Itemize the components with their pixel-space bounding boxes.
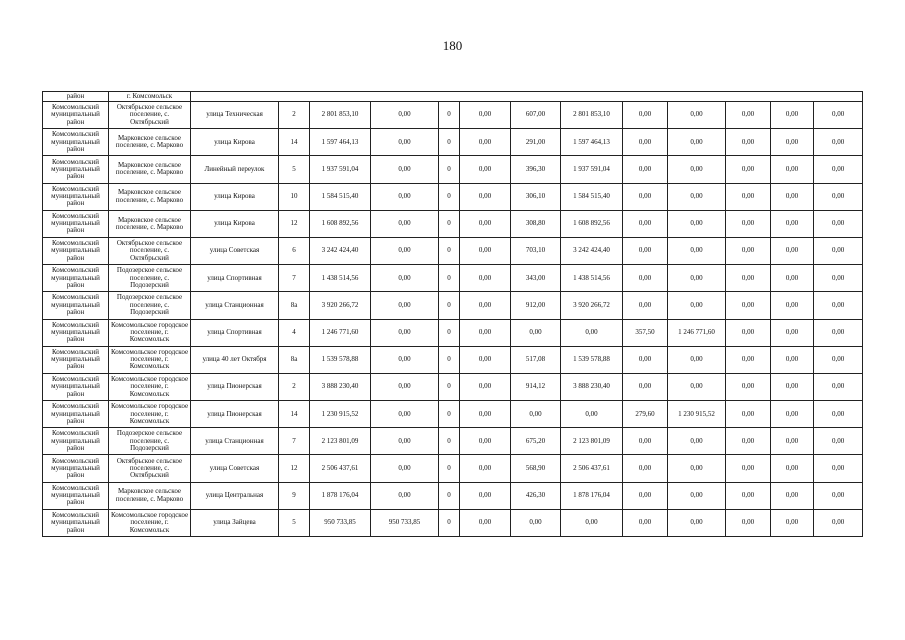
table-cell: 1 230 915,52	[310, 401, 371, 428]
table-cell: 0,00	[814, 183, 863, 210]
table-cell: 0,00	[726, 210, 771, 237]
table-cell: 0,00	[623, 292, 668, 319]
table-cell: 0,00	[460, 428, 511, 455]
table-cell: 0,00	[371, 292, 439, 319]
table-cell: 0,00	[771, 319, 814, 346]
table-cell: 1 937 591,04	[310, 156, 371, 183]
table-cell: улица Спортивная	[191, 319, 279, 346]
table-cell: Октябрьское сельское поселение, с. Октябрьский	[109, 102, 191, 129]
table-cell: 950 733,85	[371, 509, 439, 536]
table-cell: Комсомольский муниципальный район	[43, 509, 109, 536]
table-cell: Октябрьское сельское поселение, с. Октябрьский	[109, 237, 191, 264]
table-cell: 0,00	[371, 183, 439, 210]
table-cell: Комсомольское городское поселение, г. Комсомольск	[109, 373, 191, 400]
table-cell: 0,00	[814, 129, 863, 156]
table-cell: улица Кирова	[191, 183, 279, 210]
table-cell: Комсомольский муниципальный район	[43, 292, 109, 319]
table-cell: 0,00	[623, 373, 668, 400]
table-cell: 1 246 771,60	[668, 319, 726, 346]
table-cell: Линейный переулок	[191, 156, 279, 183]
table-cell: 0,00	[668, 156, 726, 183]
table-cell: Комсомольское городское поселение, г. Комсомольск	[109, 509, 191, 536]
table-cell: 0,00	[623, 482, 668, 509]
table-cell: улица Кирова	[191, 129, 279, 156]
table-cell: улица Советская	[191, 237, 279, 264]
table-cell: 0	[439, 292, 460, 319]
table-cell: 0,00	[814, 373, 863, 400]
table-cell: 0,00	[771, 156, 814, 183]
table-cell: 0,00	[460, 482, 511, 509]
table-cell: г. Комсомольск	[109, 92, 191, 102]
table-cell: улица Советская	[191, 455, 279, 482]
table-row	[43, 482, 863, 509]
table-cell: 1 539 578,88	[310, 346, 371, 373]
table-cell: 0	[439, 455, 460, 482]
table-cell: 0,00	[814, 509, 863, 536]
table-cell: 0,00	[371, 346, 439, 373]
table-cell: 0,00	[668, 292, 726, 319]
table-cell	[191, 92, 863, 102]
table-cell: 0,00	[371, 428, 439, 455]
table-row	[43, 265, 863, 292]
table-cell: 5	[279, 509, 310, 536]
table-cell: 0,00	[771, 482, 814, 509]
table-cell: 0,00	[726, 156, 771, 183]
table-cell: 0,00	[371, 210, 439, 237]
table-cell: Комсомольское городское поселение, г. Комсомольск	[109, 401, 191, 428]
table-cell: Комсомольский муниципальный район	[43, 265, 109, 292]
table-cell: 2 123 801,09	[561, 428, 623, 455]
table-cell: улица Кирова	[191, 210, 279, 237]
table-cell: Комсомольский муниципальный район	[43, 210, 109, 237]
data-table	[42, 91, 863, 537]
table-cell: 2 801 853,10	[561, 102, 623, 129]
table-cell: 0,00	[771, 455, 814, 482]
table-row	[43, 319, 863, 346]
table-cell: 0,00	[726, 183, 771, 210]
table-cell: 0,00	[771, 183, 814, 210]
table-cell: 3 920 266,72	[310, 292, 371, 319]
table-cell: 357,50	[623, 319, 668, 346]
table-cell: 0,00	[460, 292, 511, 319]
table-row	[43, 102, 863, 129]
table-cell: 0	[439, 373, 460, 400]
table-cell: 1 878 176,04	[310, 482, 371, 509]
table-cell: 0,00	[814, 102, 863, 129]
table-cell: 0	[439, 346, 460, 373]
table-cell: 2 801 853,10	[310, 102, 371, 129]
table-cell: 0,00	[623, 509, 668, 536]
table-cell: 0,00	[668, 265, 726, 292]
table-cell: 703,10	[511, 237, 561, 264]
table-cell: 0,00	[668, 373, 726, 400]
table-cell: 0,00	[623, 102, 668, 129]
table-cell: 912,00	[511, 292, 561, 319]
table-cell: 0,00	[814, 319, 863, 346]
table-cell: 0,00	[726, 102, 771, 129]
table-cell: 279,60	[623, 401, 668, 428]
table-cell: 0,00	[371, 265, 439, 292]
table-cell: 0,00	[371, 373, 439, 400]
table-body	[43, 92, 863, 537]
table-cell: 1 230 915,52	[668, 401, 726, 428]
table-cell: 12	[279, 455, 310, 482]
table-cell: 0,00	[561, 509, 623, 536]
table-cell: 1 597 464,13	[310, 129, 371, 156]
page-number: 180	[442, 38, 463, 53]
table-cell: 1 937 591,04	[561, 156, 623, 183]
table-cell: 308,80	[511, 210, 561, 237]
table-cell: 0	[439, 482, 460, 509]
table-cell: 14	[279, 401, 310, 428]
table-cell: Комсомольский муниципальный район	[43, 482, 109, 509]
table-cell: Комсомольский муниципальный район	[43, 183, 109, 210]
table-cell: Марковское сельское поселение, с. Марково	[109, 183, 191, 210]
table-cell: 306,10	[511, 183, 561, 210]
table-cell: 0,00	[668, 455, 726, 482]
table-cell: 0,00	[814, 156, 863, 183]
table-row-continuation	[43, 92, 863, 102]
table-cell: Комсомольский муниципальный район	[43, 129, 109, 156]
table-cell: Комсомольский муниципальный район	[43, 455, 109, 482]
table-cell: 0,00	[561, 319, 623, 346]
table-cell: 4	[279, 319, 310, 346]
table-cell: Комсомольский муниципальный район	[43, 373, 109, 400]
table-cell: 0,00	[460, 265, 511, 292]
table-cell: 0,00	[726, 455, 771, 482]
table-cell: 0,00	[371, 156, 439, 183]
table-cell: 0,00	[371, 401, 439, 428]
table-cell: 3 888 230,40	[310, 373, 371, 400]
table-cell: 1 539 578,88	[561, 346, 623, 373]
table-cell: Комсомольский муниципальный район	[43, 237, 109, 264]
table-cell: 0,00	[771, 292, 814, 319]
table-cell: 0,00	[814, 346, 863, 373]
table-cell: Комсомольский муниципальный район	[43, 401, 109, 428]
table-cell: 10	[279, 183, 310, 210]
table-cell: 0,00	[668, 237, 726, 264]
table-cell: Марковское сельское поселение, с. Марково	[109, 156, 191, 183]
table-cell: улица Зайцева	[191, 509, 279, 536]
table-cell: 0,00	[623, 455, 668, 482]
table-cell: Комсомольский муниципальный район	[43, 346, 109, 373]
table-cell: 8а	[279, 346, 310, 373]
table-cell: 0,00	[668, 428, 726, 455]
table-cell: 0,00	[460, 237, 511, 264]
table-cell: 343,00	[511, 265, 561, 292]
table-cell: Подозерское сельское поселение, с. Подозерский	[109, 265, 191, 292]
table-cell: 12	[279, 210, 310, 237]
table-cell: Комсомольское городское поселение, г. Комсомольск	[109, 346, 191, 373]
table-cell: 0	[439, 319, 460, 346]
table-cell: 7	[279, 428, 310, 455]
table-cell: 0	[439, 210, 460, 237]
table-row	[43, 455, 863, 482]
table-cell: 0,00	[771, 237, 814, 264]
table-row	[43, 210, 863, 237]
table-cell: 1 597 464,13	[561, 129, 623, 156]
table-cell: 0,00	[371, 482, 439, 509]
table-cell: 3 242 424,40	[310, 237, 371, 264]
table-cell: 0	[439, 156, 460, 183]
table-cell: 0	[439, 102, 460, 129]
table-cell: 0,00	[814, 482, 863, 509]
table-cell: 0	[439, 428, 460, 455]
table-cell: 0,00	[511, 401, 561, 428]
table-cell: 0,00	[623, 183, 668, 210]
table-cell: 14	[279, 129, 310, 156]
table-cell: 2 123 801,09	[310, 428, 371, 455]
table-cell: 950 733,85	[310, 509, 371, 536]
table-row	[43, 346, 863, 373]
table-cell: 0,00	[460, 509, 511, 536]
table-cell: 0,00	[814, 292, 863, 319]
table-cell: 914,12	[511, 373, 561, 400]
table-cell: 2	[279, 102, 310, 129]
table-cell: Комсомольский муниципальный район	[43, 319, 109, 346]
table-cell: 0,00	[668, 509, 726, 536]
table-cell: 0,00	[771, 102, 814, 129]
table-cell: 1 878 176,04	[561, 482, 623, 509]
table-cell: 0,00	[814, 455, 863, 482]
table-cell: 0,00	[726, 373, 771, 400]
table-cell: 0,00	[771, 129, 814, 156]
table-cell: 568,90	[511, 455, 561, 482]
table-cell: 0,00	[771, 265, 814, 292]
table-cell: 0,00	[460, 346, 511, 373]
table-row	[43, 183, 863, 210]
table-cell: 0,00	[460, 183, 511, 210]
table-row	[43, 237, 863, 264]
table-cell: 517,08	[511, 346, 561, 373]
table-cell: 0,00	[371, 455, 439, 482]
table-cell: 0	[439, 237, 460, 264]
table-row	[43, 292, 863, 319]
table-row	[43, 509, 863, 536]
table-cell: Подозерское сельское поселение, с. Подозерский	[109, 428, 191, 455]
table-cell: 0,00	[726, 428, 771, 455]
table-cell: 0,00	[726, 346, 771, 373]
table-cell: 0,00	[460, 401, 511, 428]
table-cell: 396,30	[511, 156, 561, 183]
table-cell: 7	[279, 265, 310, 292]
table-cell: Октябрьское сельское поселение, с. Октябрьский	[109, 455, 191, 482]
table-cell: Марковское сельское поселение, с. Марково	[109, 482, 191, 509]
table-cell: 0,00	[668, 102, 726, 129]
table-cell: 2	[279, 373, 310, 400]
table-cell: 0,00	[771, 373, 814, 400]
table-cell: 8а	[279, 292, 310, 319]
table-cell: 0,00	[623, 129, 668, 156]
table-cell: 0,00	[726, 129, 771, 156]
table-cell: 1 584 515,40	[561, 183, 623, 210]
table-cell: 0	[439, 401, 460, 428]
table-cell: 0,00	[668, 129, 726, 156]
table-cell: улица Спортивная	[191, 265, 279, 292]
table-cell: 0,00	[814, 210, 863, 237]
table-cell: 0,00	[668, 183, 726, 210]
table-row	[43, 373, 863, 400]
table-row	[43, 428, 863, 455]
table-cell: 0,00	[726, 292, 771, 319]
table-row	[43, 401, 863, 428]
table-cell: 0,00	[726, 237, 771, 264]
table-cell: улица Станционная	[191, 428, 279, 455]
table-cell: 0,00	[623, 210, 668, 237]
table-cell: 0,00	[771, 346, 814, 373]
table-cell: 1 246 771,60	[310, 319, 371, 346]
table-cell: 675,20	[511, 428, 561, 455]
table-cell: 0,00	[814, 237, 863, 264]
table-cell: 0,00	[511, 319, 561, 346]
table-cell: Марковское сельское поселение, с. Марково	[109, 129, 191, 156]
table-cell: 1 608 892,56	[561, 210, 623, 237]
table-cell: Марковское сельское поселение, с. Марково	[109, 210, 191, 237]
table-cell: 1 438 514,56	[310, 265, 371, 292]
table-cell: 0,00	[668, 210, 726, 237]
table-cell: 0	[439, 183, 460, 210]
table-cell: 0,00	[371, 319, 439, 346]
table-cell: 0	[439, 265, 460, 292]
table-cell: 3 888 230,40	[561, 373, 623, 400]
table-cell: 0,00	[623, 265, 668, 292]
table-cell: 0,00	[771, 509, 814, 536]
table-cell: Комсомольское городское поселение, г. Комсомольск	[109, 319, 191, 346]
table-cell: 0,00	[726, 401, 771, 428]
table-cell: 0,00	[668, 346, 726, 373]
table-cell: 3 242 424,40	[561, 237, 623, 264]
table-cell: 3 920 266,72	[561, 292, 623, 319]
table-cell: 0,00	[771, 428, 814, 455]
table-cell: 0,00	[726, 265, 771, 292]
table-cell: 0,00	[460, 319, 511, 346]
table-cell: 2 506 437,61	[310, 455, 371, 482]
table-cell: 0,00	[460, 210, 511, 237]
table-cell: улица Техническая	[191, 102, 279, 129]
table-cell: 0,00	[460, 102, 511, 129]
table-cell: 1 608 892,56	[310, 210, 371, 237]
table-cell: 0,00	[814, 428, 863, 455]
table-cell: 0,00	[561, 401, 623, 428]
table-cell: Комсомольский муниципальный район	[43, 428, 109, 455]
table-cell: 0,00	[814, 265, 863, 292]
table-cell: 0,00	[814, 401, 863, 428]
table-cell: 9	[279, 482, 310, 509]
table-cell: улица Центральная	[191, 482, 279, 509]
table-cell: Комсомольский муниципальный район	[43, 156, 109, 183]
table-cell: 0,00	[460, 455, 511, 482]
table-cell: 0,00	[623, 346, 668, 373]
table-cell: 0,00	[511, 509, 561, 536]
table-cell: 0,00	[460, 156, 511, 183]
table-cell: 0,00	[726, 509, 771, 536]
table-row	[43, 156, 863, 183]
table-row	[43, 129, 863, 156]
table-cell: 0,00	[371, 102, 439, 129]
table-cell: 607,00	[511, 102, 561, 129]
table-cell: улица Станционная	[191, 292, 279, 319]
table-cell: 0,00	[771, 401, 814, 428]
table-cell: 0,00	[371, 237, 439, 264]
table-cell: 6	[279, 237, 310, 264]
table-cell: 291,00	[511, 129, 561, 156]
table-cell: Комсомольский муниципальный район	[43, 102, 109, 129]
table-cell: 0,00	[371, 129, 439, 156]
table-cell: 0,00	[771, 210, 814, 237]
table-cell: 2 506 437,61	[561, 455, 623, 482]
table-cell: 0,00	[623, 428, 668, 455]
table-cell: 0,00	[668, 482, 726, 509]
table-cell: 0,00	[623, 156, 668, 183]
table-cell: 1 438 514,56	[561, 265, 623, 292]
table-cell: 426,30	[511, 482, 561, 509]
table-cell: улица Пионерская	[191, 373, 279, 400]
table-cell: улица 40 лет Октября	[191, 346, 279, 373]
table-cell: Подозерское сельское поселение, с. Подозерский	[109, 292, 191, 319]
table-cell: 0,00	[623, 237, 668, 264]
table-cell: 0	[439, 129, 460, 156]
table-cell: 5	[279, 156, 310, 183]
table-cell: 0	[439, 509, 460, 536]
table-cell: 0,00	[460, 129, 511, 156]
table-cell: 0,00	[460, 373, 511, 400]
table-cell: район	[43, 92, 109, 102]
table-cell: 0,00	[726, 482, 771, 509]
table-cell: улица Пионерская	[191, 401, 279, 428]
table-cell: 0,00	[726, 319, 771, 346]
table-cell: 1 584 515,40	[310, 183, 371, 210]
